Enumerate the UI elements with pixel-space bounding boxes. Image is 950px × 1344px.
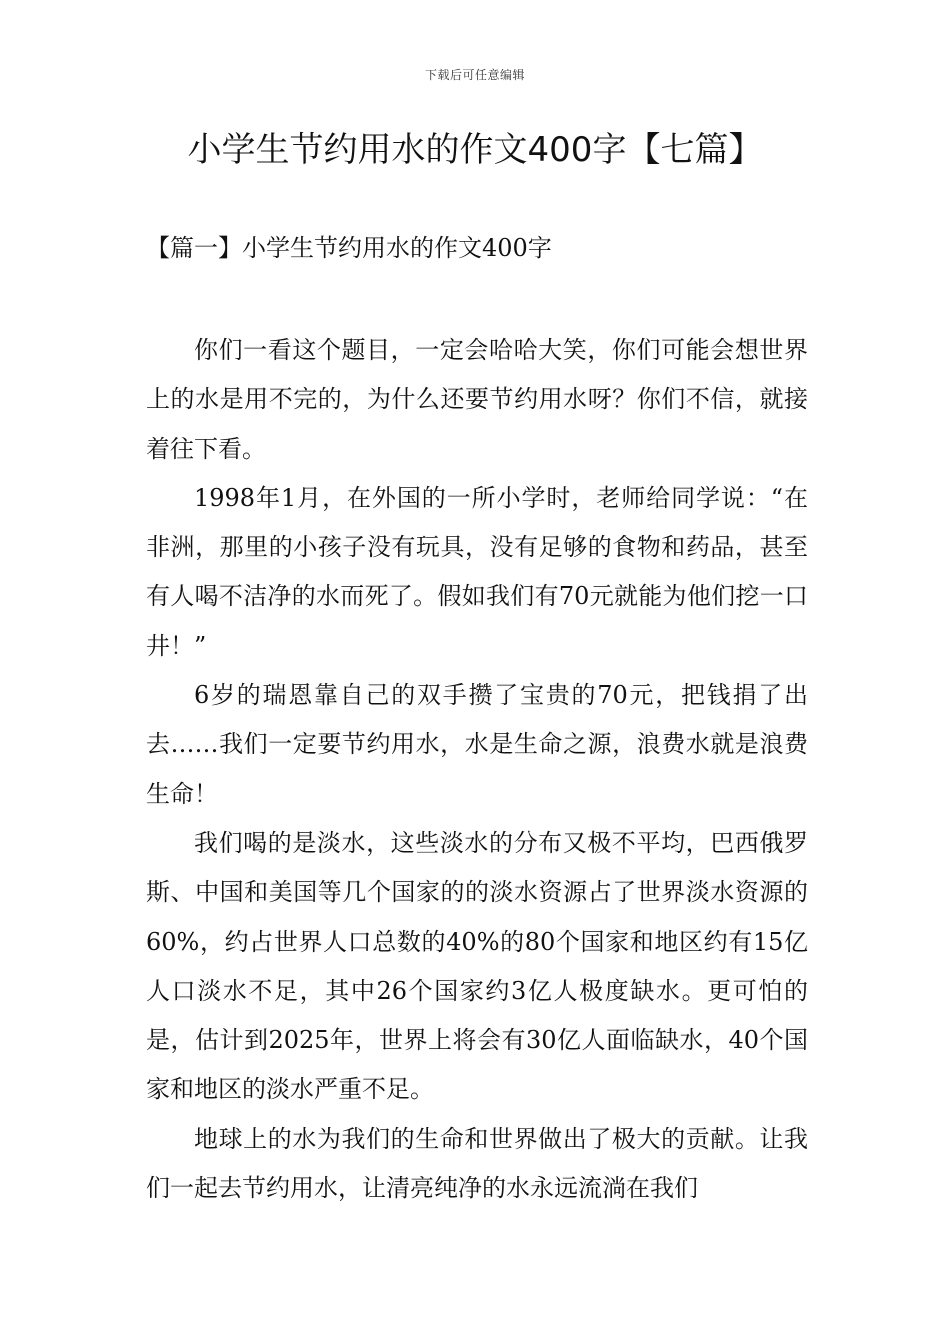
paragraph-5: 地球上的水为我们的生命和世界做出了极大的贡献。让我们一起去节约用水，让清亮纯净的水永远流淌在我们 (146, 1124, 808, 1203)
paragraph-2: 1998年1月，在外国的一所小学时，老师给同学说：“在非洲，那里的小孩子没有玩具，没有足够的食物和药品，甚至有人喝不洁净的水而死了。假如我们有70元就能为他们挖一口井！” (146, 483, 808, 660)
paragraph-4: 我们喝的是淡水，这些淡水的分布又极不平均，巴西俄罗斯、中国和美国等几个国家的的淡水资源占了世界淡水资源的60%，约占世界人口总数的40%的80个国家和地区约有15亿人口淡水不足，其中26个国家约3亿人极度缺水。更可怕的是，估计到2025年，世界上将会有30亿人面临缺水，40个国家和地区的淡水严重不足。 (146, 828, 808, 1104)
document-title: 小学生节约用水的作文400字【七篇】 (187, 130, 763, 170)
section-heading: 【篇一】小学生节约用水的作文400字 (146, 234, 552, 262)
body-text (146, 326, 808, 1213)
header-note: 下载后可任意编辑 (424, 68, 525, 82)
paragraph-3: 6岁的瑞恩靠自己的双手攒了宝贵的70元，把钱捐了出去……我们一定要节约用水，水是生命之源，浪费水就是浪费生命！ (146, 681, 808, 808)
paragraph-1: 你们一看这个题目，一定会哈哈大笑，你们可能会想世界上的水是用不完的，为什么还要节约用水呀？你们不信，就接着往下看。 (146, 336, 808, 463)
